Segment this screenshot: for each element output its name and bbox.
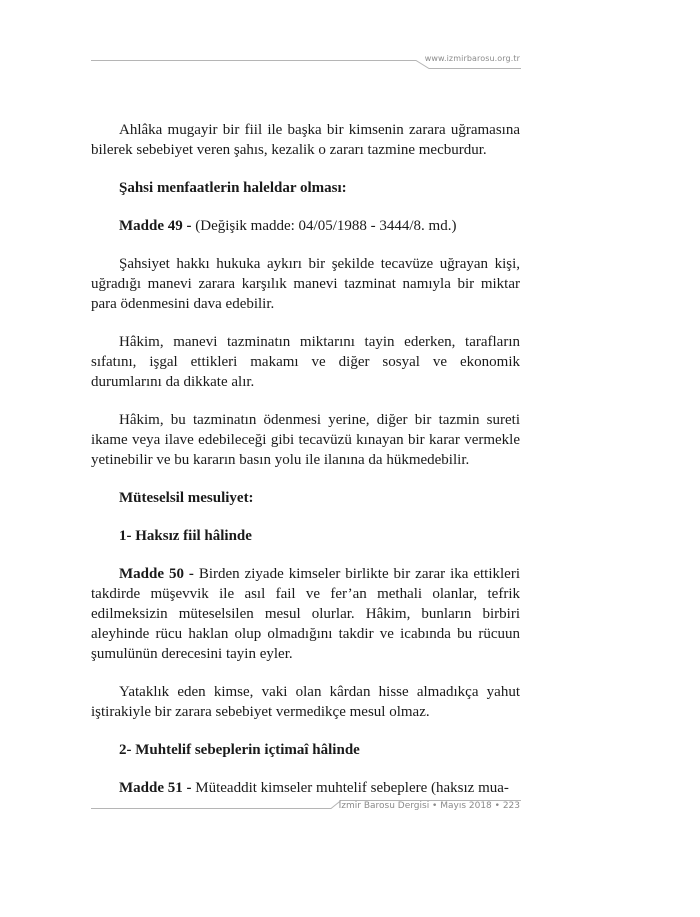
subsection-heading <box>91 526 520 546</box>
heading-text: 2- Muhtelif sebeplerin içtimaî hâlinde <box>119 742 360 758</box>
article-number: Madde 51 - <box>119 780 192 796</box>
paragraph-text: Şahsiyet hakkı hukuka aykırı bir şekilde tecavüze uğrayan kişi, uğradığı manevi zarara karşılık manevi tazminat namıyla bir miktar para ödenmesini dava edebilir. <box>91 256 520 312</box>
paragraph-text: Birden ziyade kimseler birlikte bir zarar ika ettikleri takdirde müşevvik ile asıl fail ve fer’an methali olanlar, tefrik edilmeksizin müteselsilen mesul olurlar. Hâkim, bunların birbiri aleyhinde rücu haklan olup olmadığını takdir ve icabında bu rücuun şumulünün derecesini tayin eyler. <box>91 566 520 662</box>
subsection-heading <box>91 740 520 760</box>
paragraph <box>91 332 520 392</box>
paragraph-text: Hâkim, bu tazminatın ödenmesi yerine, diğer bir tazmin sureti ikame veya ilave edebileceği gibi tecavüzü kınayan bir karar vermekle yetinebilir ve bu kararın basın yolu ile ilanına da hükmedebilir. <box>91 412 520 468</box>
paragraph-text: (Değişik madde: 04/05/1988 - 3444/8. md.) <box>191 218 457 234</box>
paragraph <box>91 254 520 314</box>
paragraph <box>91 410 520 470</box>
header-url[interactable]: www.izmirbarosu.org.tr <box>424 54 520 63</box>
body-text <box>91 120 520 816</box>
footer-text: İzmir Barosu Dergisi • Mayıs 2018 • 223 <box>338 801 520 811</box>
article-paragraph <box>91 778 520 798</box>
heading-text: 1- Haksız fiil hâlinde <box>119 528 252 544</box>
article-number: Madde 50 - <box>119 566 194 582</box>
paragraph <box>91 120 520 160</box>
article-number: Madde 49 - <box>119 218 192 234</box>
article-paragraph <box>91 564 520 664</box>
paragraph-text: Yataklık eden kimse, vaki olan kârdan hisse almadıkça yahut iştirakiyle bir zarara sebebiyet vermedikçe mesul olmaz. <box>91 684 520 720</box>
header-rule <box>91 0 521 80</box>
paragraph-text: Müteaddit kimseler muhtelif sebeplere (haksız mua- <box>191 780 509 796</box>
paragraph <box>91 682 520 722</box>
heading-text: Şahsi menfaatlerin haleldar olması: <box>119 180 347 196</box>
paragraph-text: Ahlâka mugayir bir fiil ile başka bir kimsenin zarara uğramasına bilerek sebebiyet veren şahıs, kezalik o zararı tazmine mecburdur. <box>91 122 520 158</box>
article-paragraph <box>91 216 520 236</box>
paragraph-text: Hâkim, manevi tazminatın miktarını tayin ederken, tarafların sıfatını, işgal ettikleri makamı ve diğer sosyal ve ekonomik durumlarını da dikkate alır. <box>91 334 520 390</box>
section-heading <box>91 178 520 198</box>
heading-text: Müteselsil mesuliyet: <box>119 490 254 506</box>
section-heading <box>91 488 520 508</box>
